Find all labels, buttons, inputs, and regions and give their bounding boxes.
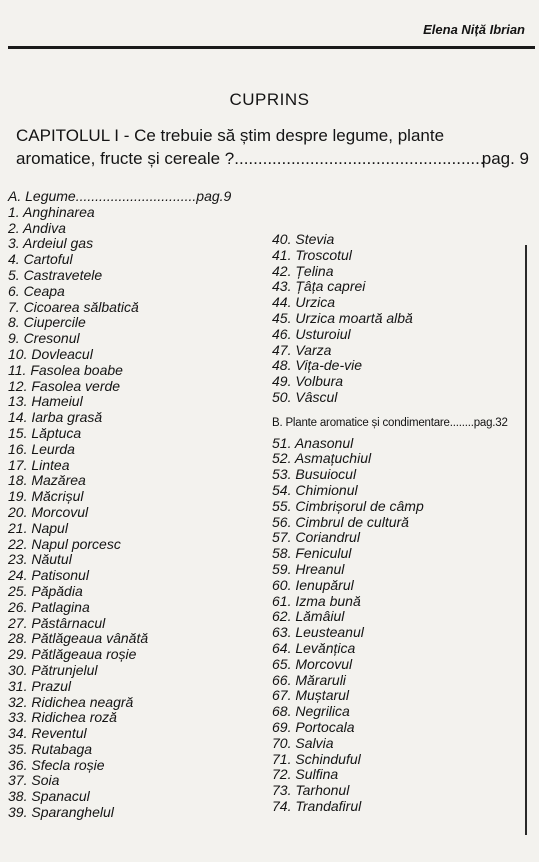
- toc-entry: 19. Măcrișul: [8, 488, 84, 505]
- toc-entry: 39. Sparanghelul: [8, 804, 114, 821]
- toc-entry: 72. Sulfina: [272, 766, 339, 783]
- toc-entry: 68. Negrilica: [272, 703, 350, 720]
- toc-entry: 44. Urzica: [272, 294, 336, 311]
- toc-entry: 30. Pătrunjelul: [8, 661, 98, 678]
- chapter-heading: [16, 124, 529, 170]
- toc-entry: 13. Hameiul: [8, 393, 83, 410]
- chapter-line-1: CAPITOLUL I - Ce trebuie să știm despre legume, plante: [16, 126, 445, 145]
- toc-entry: 69. Portocala: [272, 718, 355, 735]
- toc-entry: 32. Ridichea neagră: [8, 693, 134, 710]
- toc-entry: 1. Anghinarea: [8, 203, 95, 220]
- toc-entry: 8. Ciupercile: [8, 314, 86, 331]
- toc-entry: 14. Iarba grasă: [8, 409, 103, 426]
- page-edge-rule: [525, 245, 527, 835]
- toc-entry: 41. Troscotul: [272, 246, 352, 263]
- chapter-page-ref: pag. 9: [481, 149, 529, 168]
- chapter-line-2: aromatice, fructe și cereale ?.....................................................: [16, 149, 485, 168]
- toc-entry: 7. Cicoarea sălbatică: [8, 298, 139, 315]
- toc-entry: 54. Chimionul: [272, 481, 358, 498]
- toc-entry: 43. Țâța caprei: [272, 278, 366, 295]
- toc-entry: 34. Reventul: [8, 725, 87, 742]
- toc-entry: 35. Rutabaga: [8, 740, 93, 757]
- toc-entry: 10. Dovleacul: [8, 345, 93, 362]
- toc-entry: 45. Urzica moartă albă: [272, 309, 413, 326]
- toc-entry: 46. Usturoiul: [272, 325, 351, 342]
- toc-entry: 48. Vița-de-vie: [272, 357, 363, 374]
- toc-entry: 49. Volbura: [272, 373, 344, 390]
- toc-entry: 66. Măraruli: [272, 671, 346, 688]
- toc-entry: 6. Ceapa: [8, 282, 65, 299]
- toc-left-column: [8, 189, 231, 821]
- toc-entry: 71. Schinduful: [272, 750, 361, 767]
- toc-entry: 33. Ridichea roză: [8, 709, 117, 726]
- toc-right-group-a: [272, 232, 508, 406]
- header-author: Elena Niță Ibrian: [423, 22, 525, 37]
- toc-entry: 4. Cartoful: [8, 251, 73, 268]
- toc-entry: 47. Varza: [272, 341, 332, 358]
- toc-entry: 56. Cimbrul de cultură: [272, 513, 409, 530]
- toc-right-column: [272, 232, 508, 815]
- toc-entry: 22. Napul porcesc: [8, 535, 121, 552]
- toc-entry: 73. Tarhonul: [272, 782, 350, 799]
- toc-entry: 67. Muștarul: [272, 687, 350, 704]
- toc-entry: 60. Ienupărul: [272, 576, 354, 593]
- toc-entry: A. Legume...............................pag.9: [8, 188, 232, 204]
- toc-entry: 16. Leurda: [8, 440, 75, 457]
- toc-entry: 63. Leusteanul: [272, 624, 364, 641]
- toc-entry: 57. Coriandrul: [272, 529, 360, 546]
- toc-entry: 64. Levănțica: [272, 639, 356, 656]
- toc-entry: 61. Izma bună: [272, 592, 361, 609]
- toc-entry: 51. Anasonul: [272, 434, 354, 451]
- toc-entry: 12. Fasolea verde: [8, 377, 121, 394]
- toc-entry: 37. Soia: [8, 772, 60, 789]
- toc-entry: 38. Spanacul: [8, 788, 90, 805]
- toc-entry: 20. Morcovul: [8, 503, 89, 520]
- toc-entry: 3. Ardeiul gas: [8, 235, 94, 252]
- toc-entry: 52. Asmațuchiul: [272, 450, 372, 467]
- toc-entry: 29. Pătlăgeaua roșie: [8, 646, 137, 663]
- toc-entry: 15. Lăptuca: [8, 424, 82, 441]
- toc-entry: 17. Lintea: [8, 456, 70, 473]
- toc-entry: 70. Salvia: [272, 734, 334, 751]
- toc-entry: 2. Andiva: [8, 219, 66, 236]
- toc-entry: 21. Napul: [8, 519, 68, 536]
- toc-entry: 65. Morcovul: [272, 655, 353, 672]
- toc-entry: 11. Fasolea boabe: [8, 361, 123, 378]
- toc-entry: 25. Păpădia: [8, 582, 83, 599]
- toc-entry: 18. Mazărea: [8, 472, 86, 489]
- toc-entry: 62. Lămâiul: [272, 608, 345, 625]
- toc-entry: 36. Sfecla roșie: [8, 756, 105, 773]
- toc-entry: 9. Cresonul: [8, 330, 80, 347]
- header-rule: [8, 46, 535, 49]
- toc-entry: 31. Prazul: [8, 677, 72, 694]
- toc-entry: 5. Castravetele: [8, 266, 103, 283]
- toc-entry: 53. Busuiocul: [272, 466, 357, 483]
- toc-entry: 26. Patlagina: [8, 598, 90, 615]
- toc-entry: 55. Cimbrișorul de câmp: [272, 497, 424, 514]
- toc-entry: 59. Hreanul: [272, 560, 345, 577]
- toc-entry: 28. Pătlăgeaua vânătă: [8, 630, 149, 647]
- toc-entry: 42. Țelina: [272, 262, 334, 279]
- page-title: CUPRINS: [229, 90, 310, 109]
- toc-entry: 58. Feniculul: [272, 545, 352, 562]
- toc-right-group-b: [272, 436, 508, 815]
- toc-entry: 24. Patisonul: [8, 567, 89, 584]
- toc-entry: 40. Stevia: [272, 231, 335, 247]
- toc-entry: 74. Trandafirul: [272, 797, 362, 814]
- toc-entry: 23. Năutul: [8, 551, 72, 568]
- toc-entry: 27. Păstârnacul: [8, 614, 106, 631]
- section-b-heading: B. Plante aromatice și condimentare........pag.32: [272, 416, 508, 429]
- toc-entry: 50. Vâscul: [272, 388, 338, 405]
